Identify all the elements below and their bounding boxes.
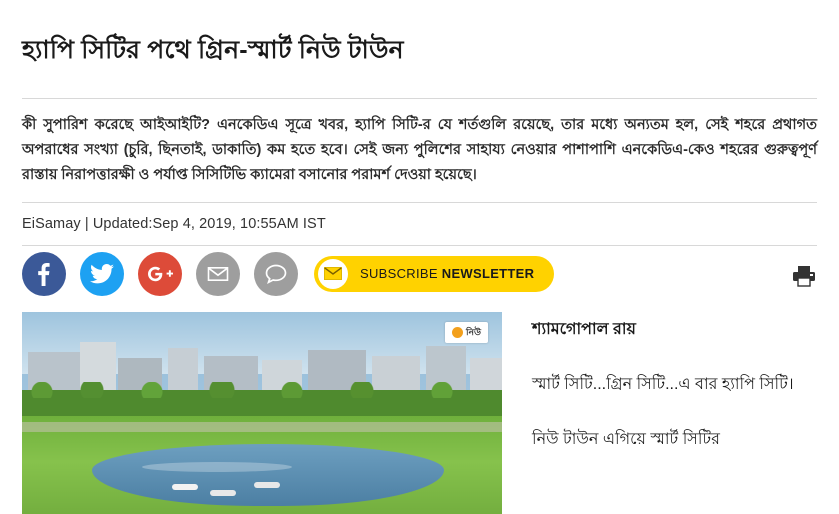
photo-road (22, 422, 502, 432)
article-page (0, 17, 839, 514)
photo-lake (92, 444, 444, 506)
share-bar (22, 246, 817, 306)
print-icon[interactable] (791, 263, 817, 289)
article-image (22, 312, 502, 514)
watermark-text: নিউ (466, 326, 481, 337)
article-body (22, 306, 817, 514)
google-plus-icon[interactable] (138, 252, 182, 296)
article-paragraph: স্মার্ট সিটি...গ্রিন সিটি...এ বার হ্যাপি সিটি। (532, 375, 794, 393)
article-synopsis: কী সুপারিশ করেছে আইআইটি? এনকেডিএ সূত্রে খবর, হ্যাপি সিটি-র যে শর্তগুলি রয়েছে, তার মধ্যে অন্যতম হল, সেই শহরে প্রথাগত অপরাধের সংখ্যা (চুরি, ছিনতাই, ডাকাতি) কম হতে হবে। সেই জন্য পুলিশের সাহায্য নেওয়ার পাশাপাশি এনকেডিএ-কেও শহরের গুরুত্বপূর্ণ রাস্তায় নিরাপত্তারক্ষী ও পর্যাপ্ত সিসিটিভি ক্যামেরা বসানোর পরামর্শ দেওয়া হয়েছে। (22, 116, 817, 183)
subscribe-newsletter-button[interactable] (314, 256, 554, 292)
twitter-icon[interactable] (80, 252, 124, 296)
email-icon[interactable] (196, 252, 240, 296)
comment-icon[interactable] (254, 252, 298, 296)
newsletter-envelope-icon (318, 259, 348, 289)
author-name: শ্যামগোপাল রায় (532, 320, 636, 338)
newsletter-suffix: NEWSLETTER (441, 266, 535, 281)
photo-boat (210, 490, 236, 496)
page-title: হ্যাপি সিটির পথে গ্রিন-স্মার্ট নিউ টাউন (22, 35, 404, 64)
article-paragraph: নিউ টাউন এগিয়ে স্মার্ট সিটির (532, 430, 720, 448)
newsletter-label (360, 266, 534, 281)
photo-boat (254, 482, 280, 488)
photo-boat (172, 484, 198, 490)
newsletter-prefix: SUBSCRIBE (360, 266, 438, 281)
byline: EiSamay | Updated:Sep 4, 2019, 10:55AM IST (22, 215, 326, 232)
photo-canvas (22, 312, 502, 514)
photo-lake-highlight (142, 462, 292, 472)
facebook-icon[interactable] (22, 252, 66, 296)
image-watermark (445, 322, 488, 343)
article-text-column (502, 312, 817, 471)
watermark-dot-icon (452, 327, 463, 338)
